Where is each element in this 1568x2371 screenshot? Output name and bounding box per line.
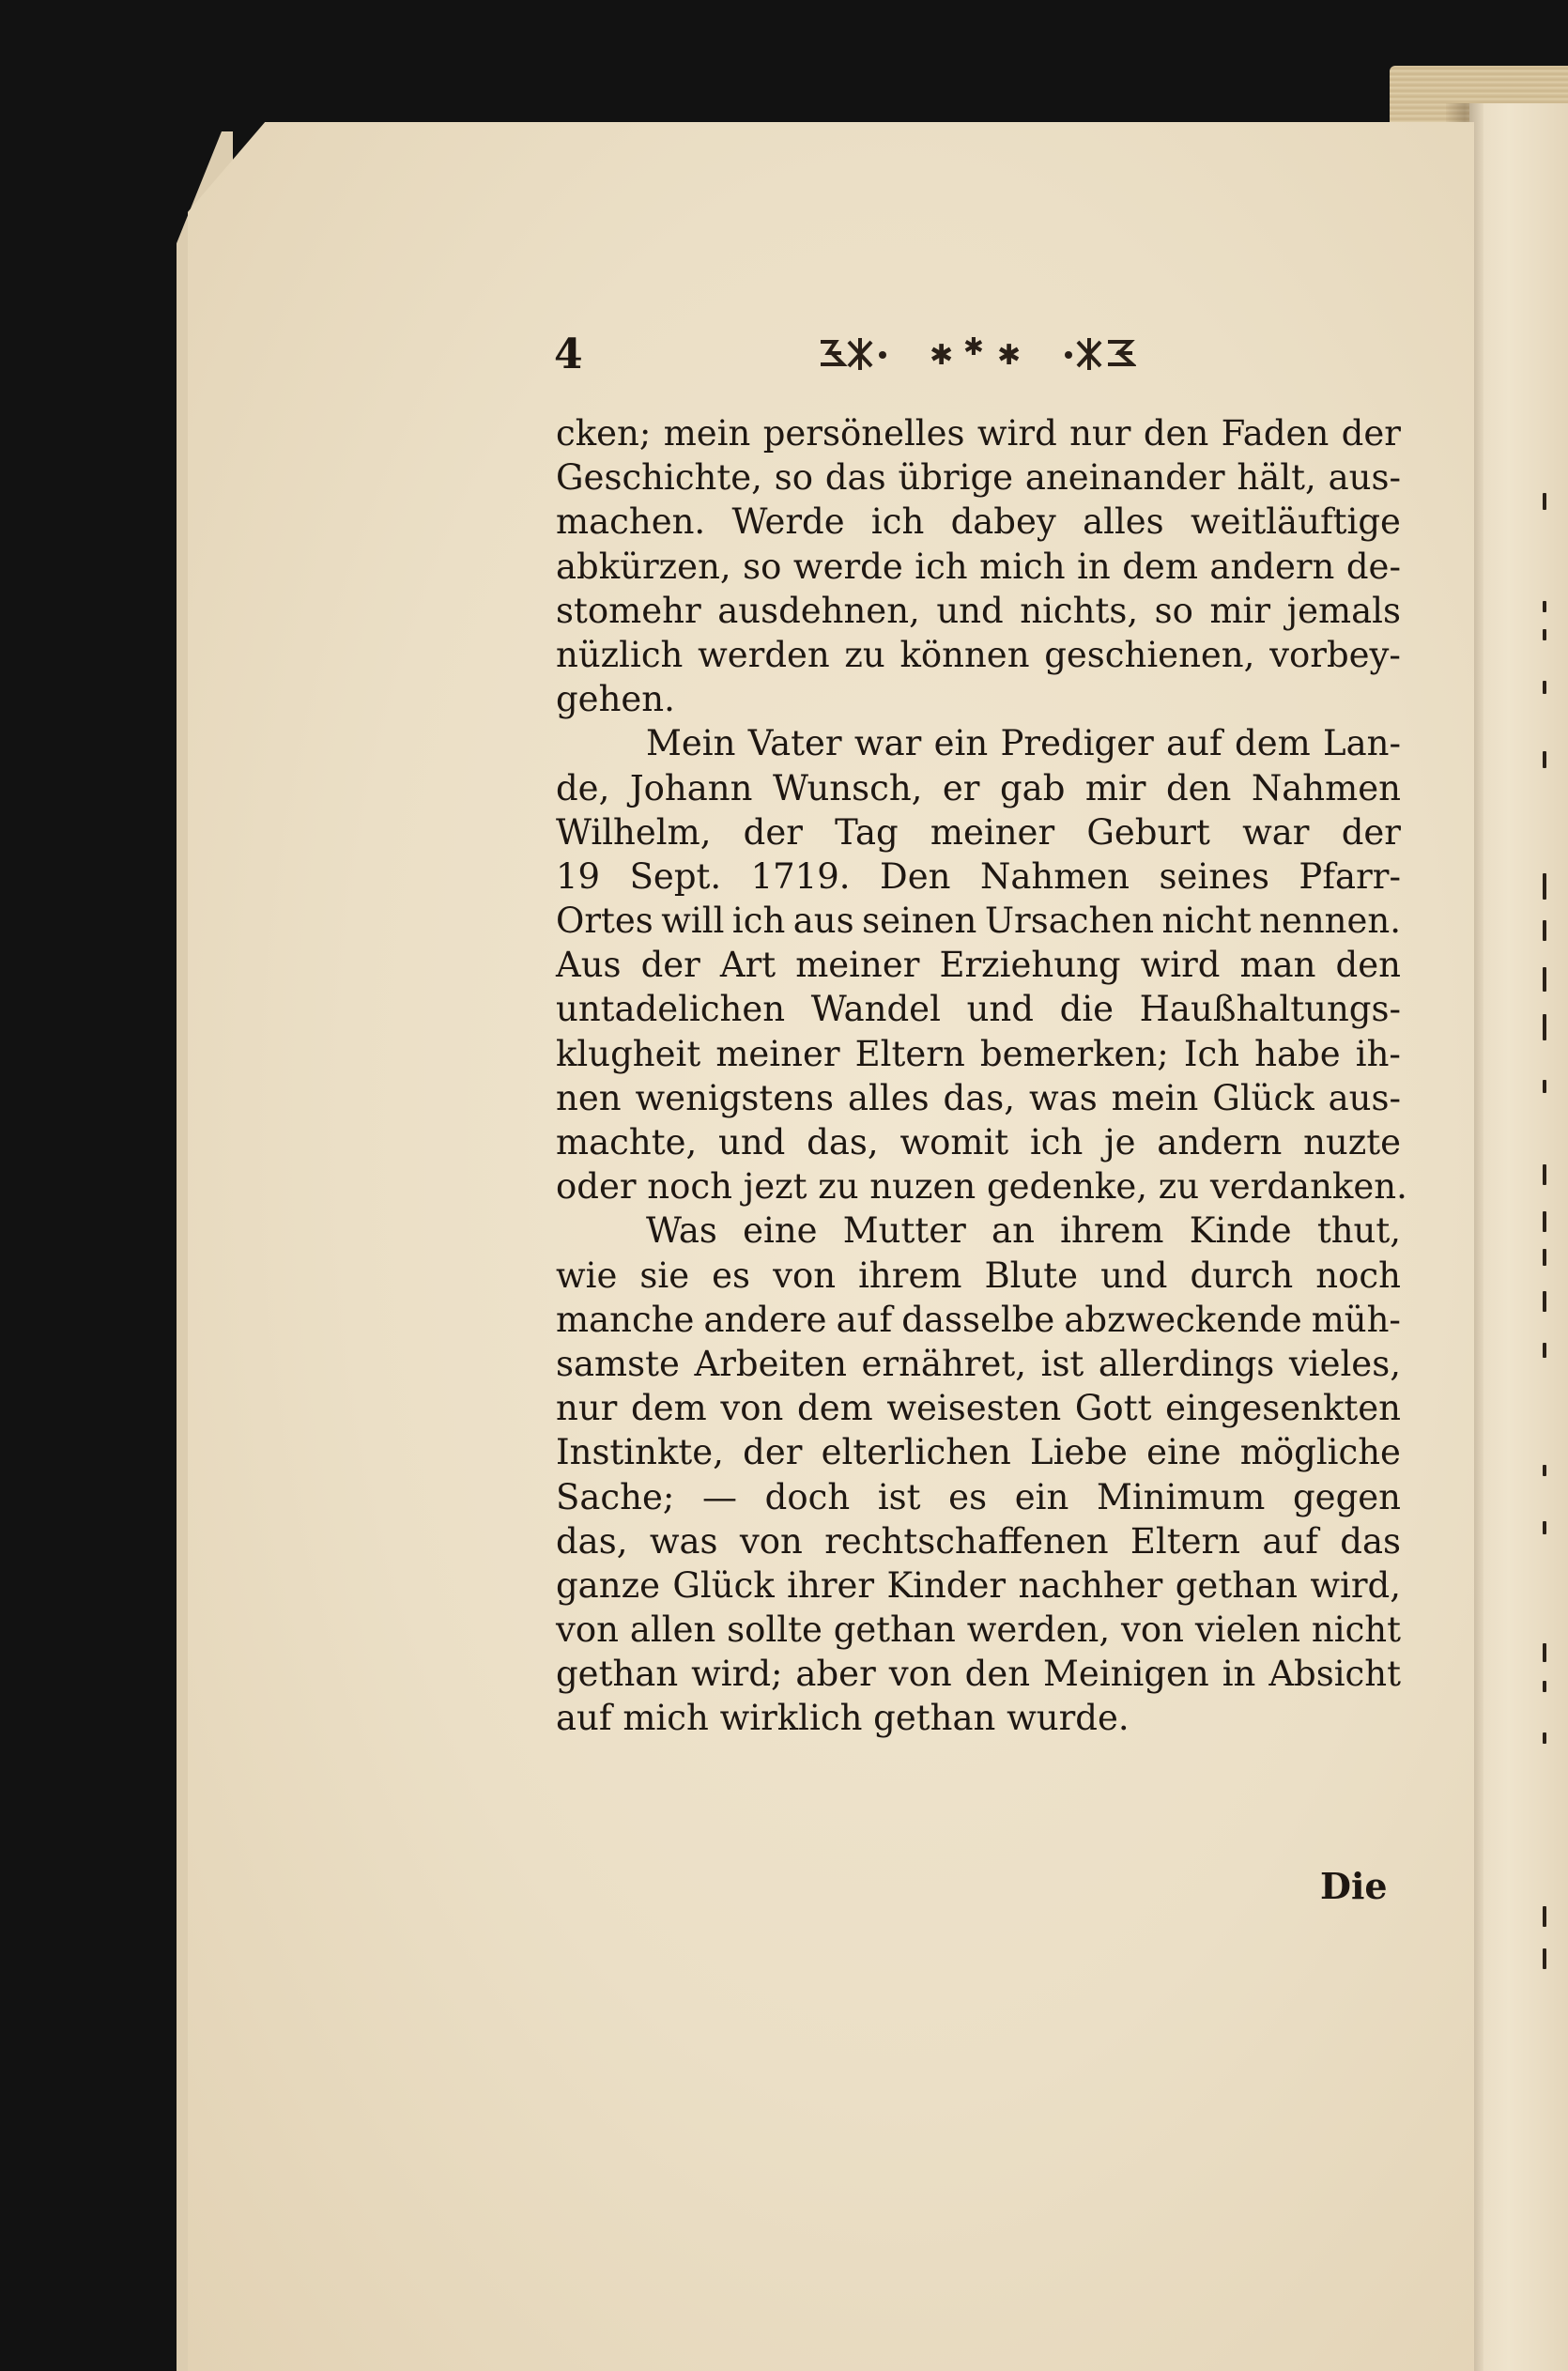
text-line: manche andere auf dasselbe abzweckende müh- (556, 1299, 1401, 1340)
paragraph (556, 1209, 1401, 1740)
svg-text:✱: ✱ (963, 334, 984, 362)
text-line: samste Arbeiten ernähret, ist allerdings vieles, (556, 1343, 1401, 1384)
text-line: 19 Sept. 1719. Den Nahmen seines Pfarr- (556, 855, 1401, 897)
text-line: Was eine Mutter an ihrem Kinde thut, (646, 1210, 1401, 1252)
text-line: ganze Glück ihrer Kinder nachher gethan wird, (556, 1564, 1401, 1606)
text-line: abkürzen, so werde ich mich in dem andern de- (556, 546, 1401, 587)
svg-text:✱: ✱ (997, 339, 1022, 372)
text-line: Mein Vater war ein Prediger auf dem Lan- (646, 723, 1401, 764)
facing-page-text-fragments (1543, 103, 1561, 2371)
page-number: 4 (554, 331, 583, 378)
text-line: nüzlich werden zu können geschienen, vorbey- (556, 634, 1401, 675)
text-line: Aus der Art meiner Erziehung wird man den (556, 945, 1401, 986)
text-line: das, was von rechtschaffenen Eltern auf das (556, 1520, 1401, 1562)
text-line: Wilhelm, der Tag meiner Geburt war der (556, 811, 1401, 853)
text-line: cken; mein persönelles wird nur den Faden der (556, 413, 1401, 454)
text-line: Instinkte, der elterlichen Liebe eine mögliche (556, 1432, 1401, 1473)
text-line: Sache; — doch ist es ein Minimum gegen (556, 1476, 1401, 1517)
text-line: Geschichte, so das übrige aneinander hält, aus- (556, 457, 1401, 499)
text-line: von allen sollte gethan werden, von vielen nicht (556, 1609, 1401, 1651)
ornament-star-icon (930, 334, 1033, 372)
paragraph (556, 721, 1407, 1209)
text-line: nur dem von dem weisesten Gott eingesenkten (556, 1388, 1401, 1429)
text-line: klugheit meiner Eltern bemerken; Ich habe ih- (556, 1033, 1401, 1074)
text-line: oder noch jezt zu nuzen gedenke, zu verdanken. (556, 1166, 1407, 1208)
text-line: machen. Werde ich dabey alles weitläuftige (556, 501, 1401, 543)
text-line: de, Johann Wunsch, er gab mir den Nahmen (556, 767, 1401, 808)
text-line: gehen. (556, 679, 675, 720)
text-line: untadelichen Wandel und die Haußhaltungs- (556, 989, 1401, 1030)
text-line: stomehr ausdehnen, und nichts, so mir jemals (556, 590, 1401, 631)
text-line: gethan wird; aber von den Meinigen in Absicht (556, 1654, 1401, 1695)
body-text (556, 411, 1407, 1741)
page-header (554, 329, 1155, 385)
ornament-xx-right-icon (1061, 334, 1136, 372)
svg-text:✱: ✱ (930, 339, 954, 372)
paragraph (556, 411, 1401, 721)
text-line: auf mich wirklich gethan wurde. (556, 1698, 1130, 1739)
text-line: wie sie es von ihrem Blute und durch noch (556, 1255, 1401, 1296)
text-line: nen wenigstens alles das, was mein Glück aus- (556, 1077, 1401, 1118)
text-line: Ortes will ich aus seinen Ursachen nicht nennen. (556, 901, 1401, 942)
ornament-xx-left-icon (817, 334, 892, 372)
text-line: machte, und das, womit ich je andern nuzte (556, 1122, 1401, 1162)
catchword: Die (1320, 1865, 1388, 1907)
facing-page-edge (1469, 103, 1568, 2371)
